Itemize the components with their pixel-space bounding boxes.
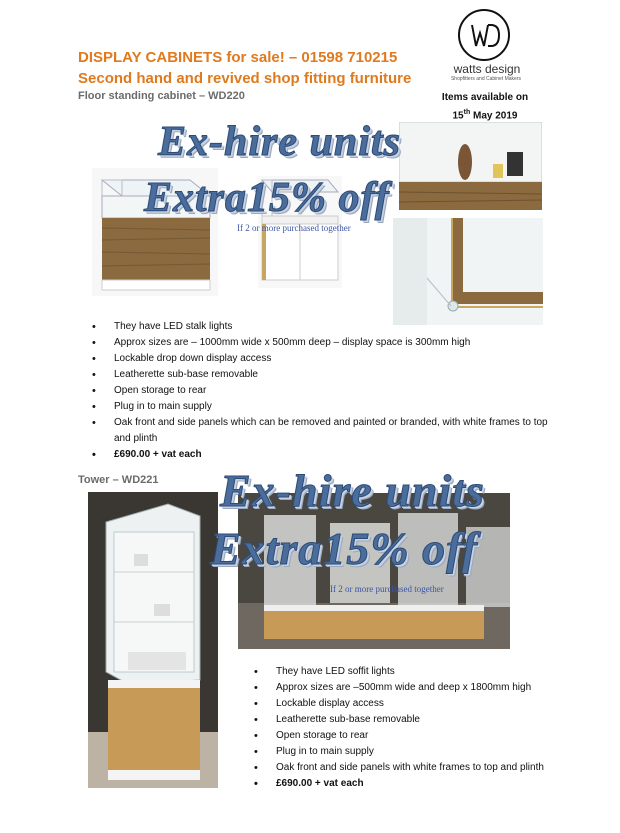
section2-promo-line1: Ex-hire units	[220, 465, 485, 516]
section2-promo-line2: Extra15% off	[210, 523, 478, 574]
section2-title: Tower – WD221	[78, 474, 159, 486]
list-item: • £690.00 + vat each	[92, 447, 552, 463]
list-item: • Lockable display access	[254, 696, 574, 712]
section2-feature-list	[254, 664, 574, 792]
section1-promo-line1: Ex-hire units	[158, 119, 401, 165]
section1-title: Floor standing cabinet – WD220	[78, 90, 245, 102]
cabinet-photo-display	[399, 122, 542, 210]
cabinet-photo-detail	[393, 218, 543, 325]
section1-feature-list	[92, 319, 552, 463]
list-item: • Leatherette sub-base removable	[254, 712, 574, 728]
list-item: • £690.00 + vat each	[254, 776, 574, 792]
list-item: • Approx sizes are – 1000mm wide x 500mm deep – display space is 300mm high	[92, 335, 552, 351]
header-phone-line	[78, 49, 397, 66]
list-item: • Plug in to main supply	[92, 399, 552, 415]
availability-suffix: th	[463, 109, 471, 116]
brand-name: watts design	[453, 62, 521, 76]
list-item: • Open storage to rear	[92, 383, 552, 399]
availability-note	[430, 90, 540, 123]
list-item: • They have LED soffit lights	[254, 664, 574, 680]
header-title: DISPLAY CABINETS	[78, 49, 223, 66]
section2-promo-note: If 2 or more purchased together	[330, 584, 444, 594]
list-item: • Leatherette sub-base removable	[92, 367, 552, 383]
header-subtitle: Second hand and revived shop fitting furniture	[78, 70, 412, 87]
list-item: • Open storage to rear	[254, 728, 574, 744]
watts-design-logo	[457, 8, 511, 62]
tower-photo	[88, 492, 218, 788]
list-item: • They have LED stalk lights	[92, 319, 552, 335]
section1-promo-note: If 2 or more purchased together	[237, 223, 351, 233]
section1-promo-line2: Extra15% off	[144, 175, 390, 221]
list-item: • Plug in to main supply	[254, 744, 574, 760]
availability-day: 15	[452, 110, 464, 122]
list-item: • Oak front and side panels which can be removed and painted or branded, with white frames to top and plinth	[92, 415, 552, 447]
availability-date	[430, 105, 540, 123]
list-item: • Approx sizes are –500mm wide and deep x 1800mm high	[254, 680, 574, 696]
header-phone: for sale! – 01598 710215	[222, 49, 398, 66]
list-item: • Lockable drop down display access	[92, 351, 552, 367]
availability-month: May 2019	[470, 110, 518, 122]
availability-prefix: Items available on	[441, 92, 529, 103]
brand-tagline: Shopfitters and Cabinet Makers	[450, 76, 522, 82]
list-item: • Oak front and side panels with white frames to top and plinth	[254, 760, 574, 776]
